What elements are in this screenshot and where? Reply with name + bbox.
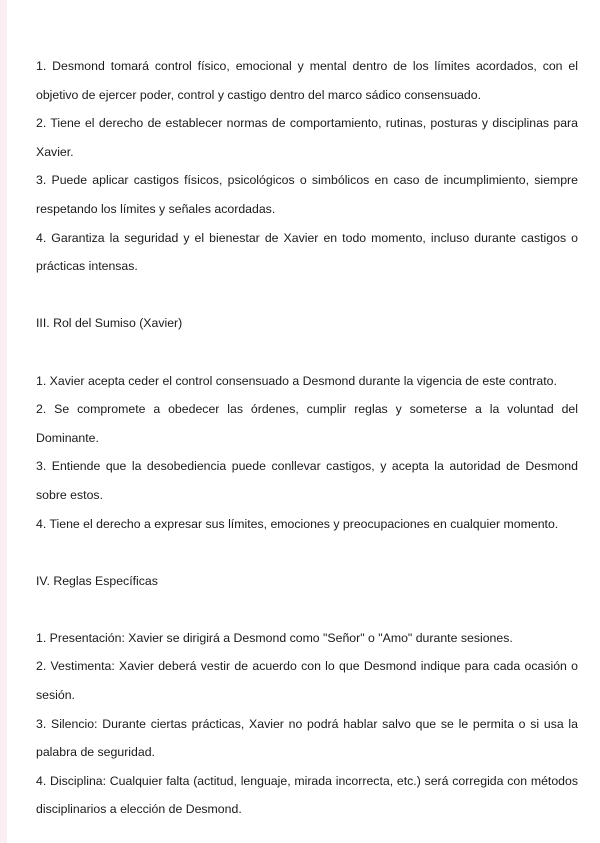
section-spacer	[36, 281, 578, 310]
document-page	[36, 52, 578, 824]
dominant-item-4: 4. Garantiza la seguridad y el bienestar de Xavier en todo momento, incluso durante castigos o prácticas intensas.	[36, 230, 578, 274]
section-spacer	[36, 595, 578, 624]
rule-item-2: 2. Vestimenta: Xavier deberá vestir de acuerdo con lo que Desmond indique para cada ocasión o sesión.	[36, 659, 578, 703]
dominant-item-3: 3. Puede aplicar castigos físicos, psicológicos o simbólicos en caso de incumplimiento, siempre respetando los límites y señales acordadas.	[36, 173, 578, 216]
section-heading-rules: IV. Reglas Específicas	[36, 573, 158, 588]
page-edge-strip	[0, 0, 7, 843]
submissive-item-4: 4. Tiene el derecho a expresar sus límites, emociones y preocupaciones en cualquier momento.	[36, 516, 559, 531]
section-spacer	[36, 538, 578, 567]
rule-item-3: 3. Silencio: Durante ciertas prácticas, Xavier no podrá hablar salvo que se le permita o si usa la palabra de seguridad.	[36, 716, 578, 760]
rule-item-4: 4. Disciplina: Cualquier falta (actitud, lenguaje, mirada incorrecta, etc.) será corregida con métodos disciplinarios a elección de Desmond.	[36, 773, 578, 817]
dominant-item-1: 1. Desmond tomará control físico, emocional y mental dentro de los límites acordados, con el objetivo de ejercer poder, control y castigo dentro del marco sádico consensuado.	[36, 59, 578, 102]
section-spacer	[36, 338, 578, 367]
rule-item-1: 1. Presentación: Xavier se dirigirá a Desmond como "Señor" o "Amo" durante sesiones.	[36, 630, 513, 645]
submissive-item-3: 3. Entiende que la desobediencia puede conllevar castigos, y acepta la autoridad de Desmond sobre estos.	[36, 459, 578, 502]
section-heading-submissive: III. Rol del Sumiso (Xavier)	[36, 316, 183, 331]
submissive-item-1: 1. Xavier acepta ceder el control consensuado a Desmond durante la vigencia de este contrato.	[36, 373, 557, 388]
submissive-item-2: 2. Se compromete a obedecer las órdenes, cumplir reglas y someterse a la voluntad del Dominante.	[36, 402, 578, 445]
dominant-item-2: 2. Tiene el derecho de establecer normas de comportamiento, rutinas, posturas y disciplinas para Xavier.	[36, 116, 578, 159]
